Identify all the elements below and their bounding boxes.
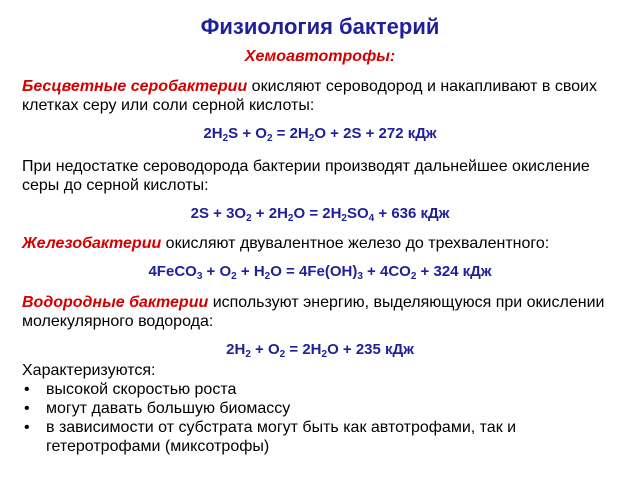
paragraph-hydrogen-bacteria bbox=[22, 293, 622, 331]
paragraph-text: окисляют сероводород и накапливают в своих клетках серу или соли серной кислоты: bbox=[22, 78, 597, 114]
page-title: Физиология бактерий bbox=[200, 14, 440, 39]
list-item: • в зависимости от субстрата могут быть как автотрофами, так и гетеротрофами (миксотрофы) bbox=[24, 419, 517, 455]
characteristics-section bbox=[22, 361, 622, 456]
paragraph-sulfur-oxidation bbox=[22, 157, 622, 195]
equation-2: $2S + 3O_2 + 2H_2O = 2H_2SO_4 + 636$ кДж bbox=[190, 205, 450, 224]
bullet-icon: • bbox=[24, 419, 30, 436]
equation-1: $2H_2S + O_2 = 2H_2O + 2S + 272$ кДж bbox=[203, 125, 437, 144]
equation-3: 4FeCO$_3$ + $O_2 + H_2O = 4Fe(OH)_3 + 4CO_2 + 324$ кДж bbox=[148, 263, 492, 282]
paragraph-iron-bacteria bbox=[22, 234, 622, 253]
bullet-icon: • bbox=[24, 400, 30, 417]
section-subtitle: Хемоавтотрофы: bbox=[244, 48, 396, 65]
bullet-icon: • bbox=[24, 381, 30, 398]
characteristics-list bbox=[22, 380, 622, 456]
term-sulfur-bacteria: Бесцветные серобактерии bbox=[22, 78, 248, 95]
equation-4: $2H_2 + O_2 = 2H_2O + 235$ кДж bbox=[226, 341, 414, 360]
term-hydrogen-bacteria: Водородные бактерии bbox=[22, 294, 209, 311]
term-iron-bacteria: Железобактерии bbox=[22, 235, 162, 252]
paragraph-text: окисляют двувалентное железо до трехвалентного: bbox=[161, 235, 550, 252]
characteristics-heading: Характеризуются: bbox=[22, 362, 156, 379]
paragraph-text: используют энергию, выделяющуюся при окислении молекулярного водорода: bbox=[22, 294, 605, 330]
paragraph-sulfur-bacteria bbox=[22, 77, 622, 115]
list-item: • высокой скоростью роста bbox=[24, 381, 237, 398]
list-item: • могут давать большую биомассу bbox=[24, 400, 291, 417]
paragraph-text: При недостатке сероводорода бактерии производят дальнейшее окисление серы до серной кислоты: bbox=[22, 158, 590, 194]
